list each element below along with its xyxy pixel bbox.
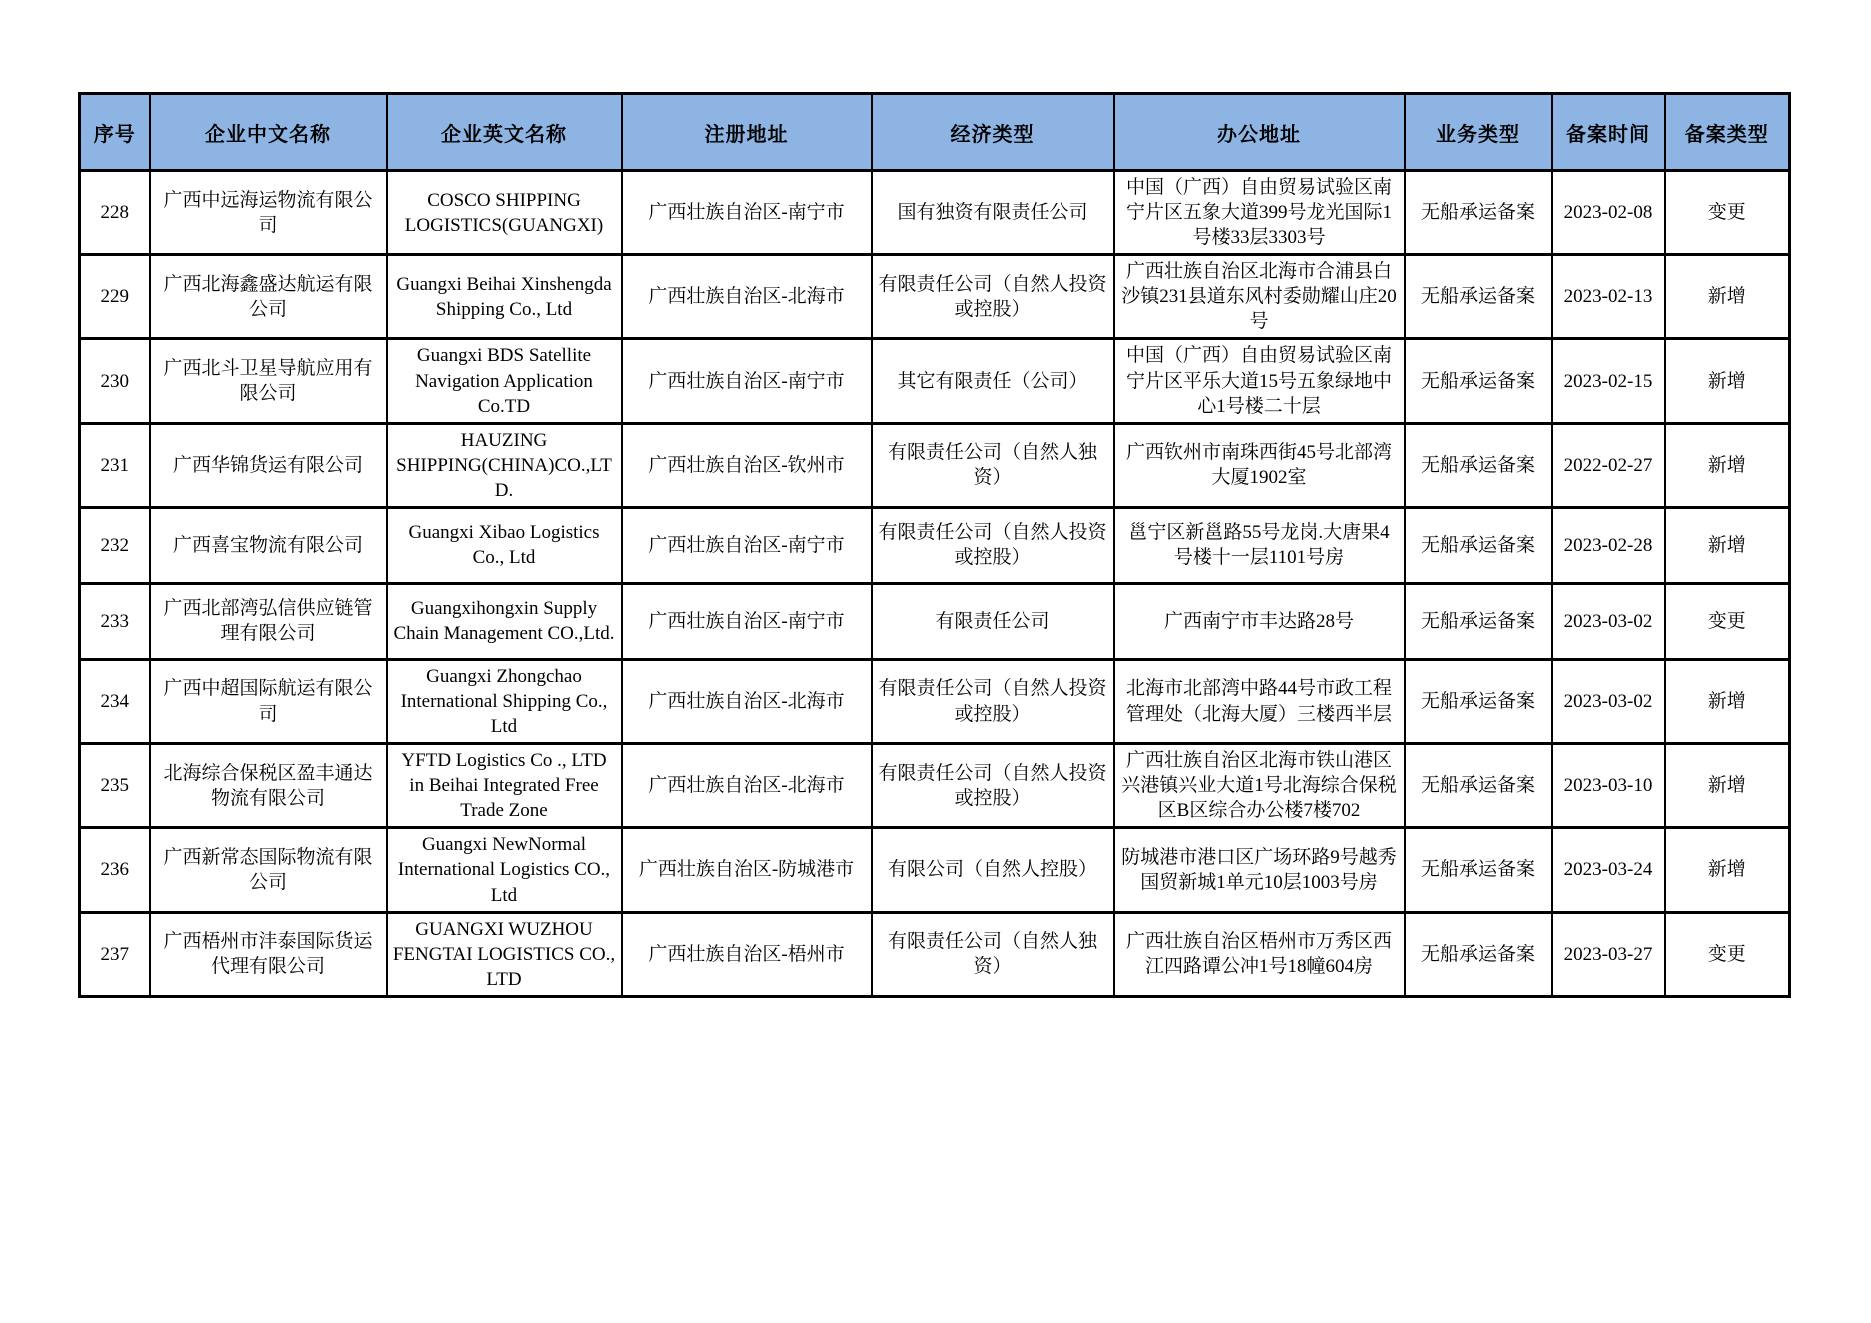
header-economic-type: 经济类型 (872, 94, 1114, 171)
cell-company-name-cn: 广西梧州市沣泰国际货运代理有限公司 (150, 912, 387, 996)
cell-company-name-cn: 广西华锦货运有限公司 (150, 423, 387, 507)
cell-record-type: 新增 (1665, 828, 1790, 912)
header-company-name-en: 企业英文名称 (387, 94, 622, 171)
table-row (80, 744, 1790, 828)
header-index: 序号 (80, 94, 150, 171)
cell-business-type: 无船承运备案 (1405, 339, 1552, 423)
cell-record-type: 新增 (1665, 659, 1790, 743)
cell-company-name-en: HAUZING SHIPPING(CHINA)CO.,LTD. (387, 423, 622, 507)
cell-office-address: 邕宁区新邕路55号龙岗.大唐果4号楼十一层1101号房 (1114, 507, 1405, 583)
cell-registered-address: 广西壮族自治区-北海市 (622, 255, 872, 339)
cell-registered-address: 广西壮族自治区-梧州市 (622, 912, 872, 996)
cell-index: 230 (80, 339, 150, 423)
header-registered-address: 注册地址 (622, 94, 872, 171)
cell-economic-type: 有限责任公司（自然人投资或控股） (872, 255, 1114, 339)
table-row (80, 912, 1790, 996)
header-record-type: 备案类型 (1665, 94, 1790, 171)
cell-company-name-cn: 北海综合保税区盈丰通达物流有限公司 (150, 744, 387, 828)
cell-company-name-cn: 广西中超国际航运有限公司 (150, 659, 387, 743)
cell-record-date: 2023-02-08 (1552, 171, 1665, 255)
cell-economic-type: 有限公司（自然人控股） (872, 828, 1114, 912)
cell-record-date: 2023-03-24 (1552, 828, 1665, 912)
cell-registered-address: 广西壮族自治区-南宁市 (622, 507, 872, 583)
cell-record-type: 变更 (1665, 912, 1790, 996)
cell-registered-address: 广西壮族自治区-北海市 (622, 659, 872, 743)
cell-record-type: 新增 (1665, 507, 1790, 583)
cell-index: 233 (80, 583, 150, 659)
cell-business-type: 无船承运备案 (1405, 255, 1552, 339)
cell-office-address: 防城港市港口区广场环路9号越秀国贸新城1单元10层1003号房 (1114, 828, 1405, 912)
cell-economic-type: 有限责任公司（自然人独资） (872, 912, 1114, 996)
table-header-row (80, 94, 1790, 171)
cell-record-type: 新增 (1665, 255, 1790, 339)
cell-record-date: 2023-03-27 (1552, 912, 1665, 996)
cell-company-name-en: Guangxihongxin Supply Chain Management CO.,Ltd. (387, 583, 622, 659)
cell-office-address: 广西钦州市南珠西街45号北部湾大厦1902室 (1114, 423, 1405, 507)
cell-registered-address: 广西壮族自治区-南宁市 (622, 171, 872, 255)
cell-business-type: 无船承运备案 (1405, 423, 1552, 507)
cell-business-type: 无船承运备案 (1405, 744, 1552, 828)
cell-record-type: 变更 (1665, 583, 1790, 659)
cell-business-type: 无船承运备案 (1405, 171, 1552, 255)
cell-office-address: 广西壮族自治区北海市合浦县白沙镇231县道东风村委勋耀山庄20号 (1114, 255, 1405, 339)
cell-record-date: 2023-02-28 (1552, 507, 1665, 583)
table-row (80, 828, 1790, 912)
company-registry-table (78, 92, 1791, 998)
cell-registered-address: 广西壮族自治区-南宁市 (622, 339, 872, 423)
cell-company-name-cn: 广西新常态国际物流有限公司 (150, 828, 387, 912)
cell-record-type: 变更 (1665, 171, 1790, 255)
cell-office-address: 中国（广西）自由贸易试验区南宁片区平乐大道15号五象绿地中心1号楼二十层 (1114, 339, 1405, 423)
cell-index: 236 (80, 828, 150, 912)
cell-company-name-en: Guangxi Beihai Xinshengda Shipping Co., Ltd (387, 255, 622, 339)
cell-record-date: 2023-02-13 (1552, 255, 1665, 339)
cell-record-date: 2023-03-02 (1552, 583, 1665, 659)
cell-index: 232 (80, 507, 150, 583)
cell-company-name-cn: 广西北海鑫盛达航运有限公司 (150, 255, 387, 339)
cell-index: 229 (80, 255, 150, 339)
cell-record-date: 2023-03-02 (1552, 659, 1665, 743)
cell-office-address: 中国（广西）自由贸易试验区南宁片区五象大道399号龙光国际1号楼33层3303号 (1114, 171, 1405, 255)
cell-record-type: 新增 (1665, 744, 1790, 828)
cell-registered-address: 广西壮族自治区-钦州市 (622, 423, 872, 507)
cell-record-date: 2022-02-27 (1552, 423, 1665, 507)
cell-office-address: 广西壮族自治区北海市铁山港区兴港镇兴业大道1号北海综合保税区B区综合办公楼7楼702 (1114, 744, 1405, 828)
cell-economic-type: 其它有限责任（公司） (872, 339, 1114, 423)
cell-company-name-en: YFTD Logistics Co ., LTD in Beihai Integrated Free Trade Zone (387, 744, 622, 828)
cell-company-name-en: GUANGXI WUZHOU FENGTAI LOGISTICS CO., LTD (387, 912, 622, 996)
cell-office-address: 广西南宁市丰达路28号 (1114, 583, 1405, 659)
cell-index: 235 (80, 744, 150, 828)
cell-company-name-cn: 广西北斗卫星导航应用有限公司 (150, 339, 387, 423)
cell-company-name-en: COSCO SHIPPING LOGISTICS(GUANGXI) (387, 171, 622, 255)
header-business-type: 业务类型 (1405, 94, 1552, 171)
cell-business-type: 无船承运备案 (1405, 912, 1552, 996)
cell-index: 237 (80, 912, 150, 996)
cell-business-type: 无船承运备案 (1405, 583, 1552, 659)
table-row (80, 339, 1790, 423)
table-row (80, 583, 1790, 659)
cell-registered-address: 广西壮族自治区-北海市 (622, 744, 872, 828)
cell-economic-type: 有限责任公司（自然人投资或控股） (872, 744, 1114, 828)
table-row (80, 171, 1790, 255)
cell-company-name-en: Guangxi Zhongchao International Shipping Co., Ltd (387, 659, 622, 743)
cell-office-address: 广西壮族自治区梧州市万秀区西江四路谭公冲1号18幢604房 (1114, 912, 1405, 996)
cell-record-type: 新增 (1665, 339, 1790, 423)
cell-business-type: 无船承运备案 (1405, 507, 1552, 583)
cell-economic-type: 有限责任公司（自然人投资或控股） (872, 659, 1114, 743)
table-row (80, 423, 1790, 507)
cell-economic-type: 有限责任公司（自然人独资） (872, 423, 1114, 507)
header-office-address: 办公地址 (1114, 94, 1405, 171)
cell-index: 231 (80, 423, 150, 507)
cell-record-date: 2023-03-10 (1552, 744, 1665, 828)
table-row (80, 507, 1790, 583)
cell-business-type: 无船承运备案 (1405, 659, 1552, 743)
cell-company-name-cn: 广西中远海运物流有限公司 (150, 171, 387, 255)
cell-record-date: 2023-02-15 (1552, 339, 1665, 423)
header-record-date: 备案时间 (1552, 94, 1665, 171)
table-row (80, 255, 1790, 339)
header-company-name-cn: 企业中文名称 (150, 94, 387, 171)
cell-registered-address: 广西壮族自治区-南宁市 (622, 583, 872, 659)
cell-record-type: 新增 (1665, 423, 1790, 507)
cell-business-type: 无船承运备案 (1405, 828, 1552, 912)
cell-company-name-cn: 广西喜宝物流有限公司 (150, 507, 387, 583)
table-row (80, 659, 1790, 743)
cell-company-name-en: Guangxi BDS Satellite Navigation Application Co.TD (387, 339, 622, 423)
cell-office-address: 北海市北部湾中路44号市政工程管理处（北海大厦）三楼西半层 (1114, 659, 1405, 743)
cell-index: 228 (80, 171, 150, 255)
cell-economic-type: 国有独资有限责任公司 (872, 171, 1114, 255)
cell-company-name-cn: 广西北部湾弘信供应链管理有限公司 (150, 583, 387, 659)
cell-registered-address: 广西壮族自治区-防城港市 (622, 828, 872, 912)
cell-economic-type: 有限责任公司（自然人投资或控股） (872, 507, 1114, 583)
cell-index: 234 (80, 659, 150, 743)
cell-company-name-en: Guangxi Xibao Logistics Co., Ltd (387, 507, 622, 583)
cell-economic-type: 有限责任公司 (872, 583, 1114, 659)
cell-company-name-en: Guangxi NewNormal International Logistics CO., Ltd (387, 828, 622, 912)
